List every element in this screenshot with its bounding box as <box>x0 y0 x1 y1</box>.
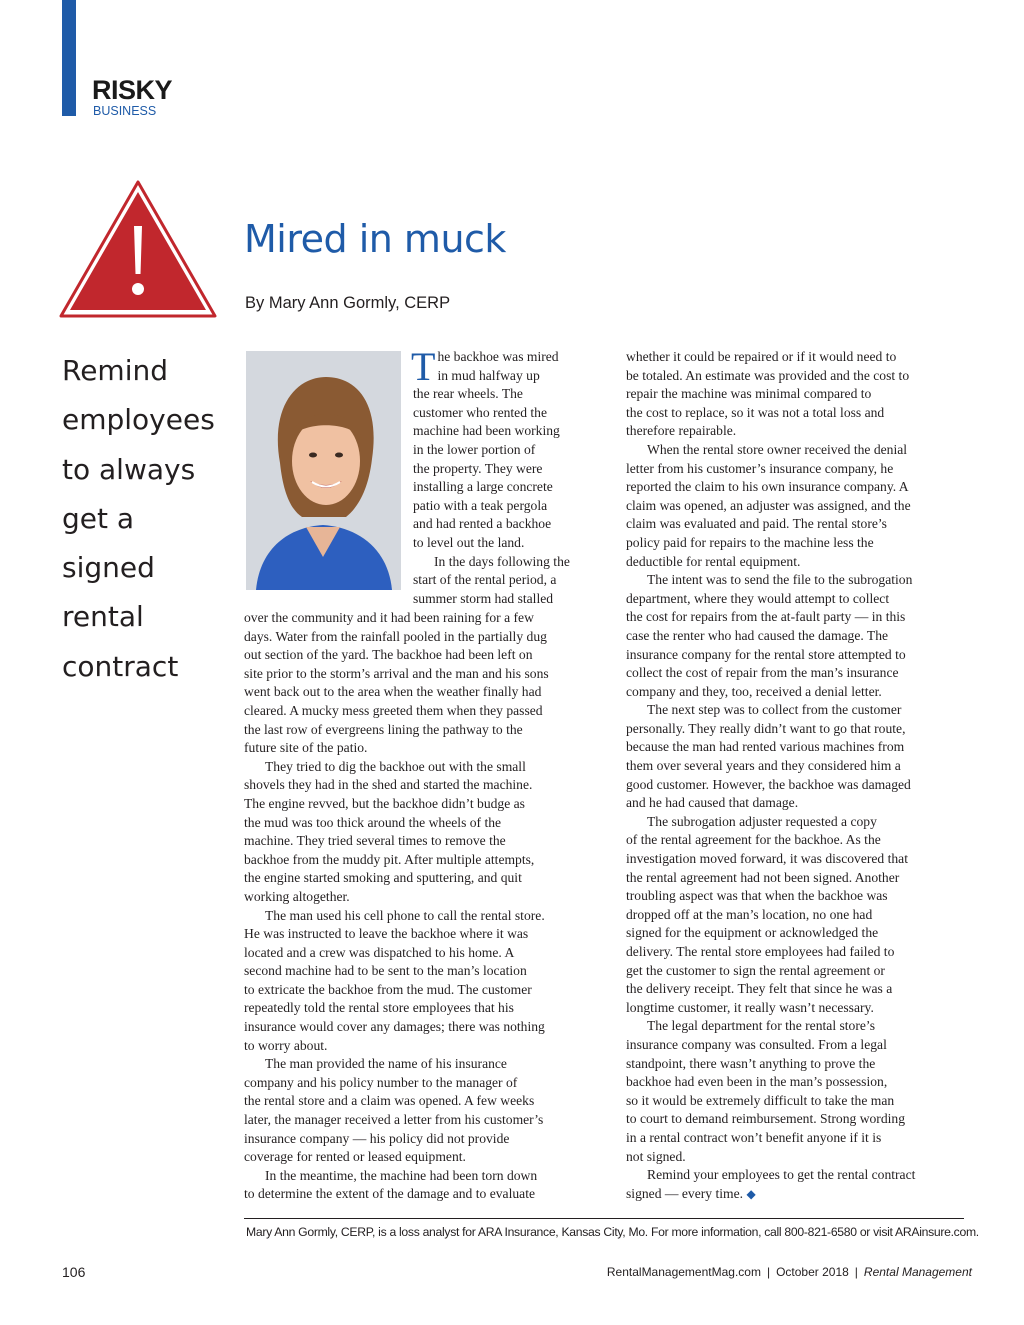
text-line: personally. They really didn’t want to go that route, <box>626 720 906 736</box>
text-line: insurance company was consulted. From a legal <box>626 1036 887 1052</box>
pull-quote-line: Remind <box>62 354 168 387</box>
pull-quote-line: signed <box>62 551 155 585</box>
text-line: over the community and it had been raining for a few <box>244 610 534 625</box>
website-link[interactable]: RentalManagementMag.com <box>606 1265 761 1279</box>
text-line: and he had caused that damage. <box>626 795 799 811</box>
text-line: He was instructed to leave the backhoe where it was <box>244 926 529 942</box>
pull-quote-line: get a <box>62 501 135 535</box>
pull-quote-line: employees <box>62 403 215 437</box>
section-color-bar <box>62 0 76 116</box>
text-line: to worry about. <box>244 1037 328 1053</box>
text-line: the rear wheels. The <box>413 386 523 402</box>
text-line: The next step was to collect from the customer <box>647 702 902 718</box>
text-line: longtime customer, it really wasn’t necessary. <box>626 999 874 1015</box>
text-line: the property. They were <box>413 460 543 476</box>
text-line: to extricate the backhoe from the mud. The customer <box>244 981 532 997</box>
warning-triangle-icon <box>58 178 218 320</box>
pull-quote-line: to always <box>62 452 196 486</box>
text-line: In the meantime, the machine had been torn down <box>265 1167 538 1183</box>
text-line: Remind your employees to get the rental contract <box>647 1167 916 1183</box>
text-line: the cost to replace, so it was not a total loss and <box>626 404 885 420</box>
text-line: to level out the land. <box>413 534 525 550</box>
text-line: signed — every time. ◆ <box>626 1185 756 1201</box>
text-line: shovels they had in the shed and started the machine. <box>244 777 533 793</box>
text-line: second machine had to be sent to the man’s location <box>244 963 527 979</box>
text-line: summer storm had stalled <box>413 590 554 606</box>
page-number: 106 <box>62 1264 86 1280</box>
text-line: to determine the extent of the damage and to evaluate <box>244 1186 536 1202</box>
text-line: coverage for rented or leased equipment. <box>244 1149 466 1165</box>
pull-quote <box>62 346 232 691</box>
article-title: Mired in muck <box>244 217 506 261</box>
text-line: not signed. <box>626 1148 686 1164</box>
text-line: installing a large concrete <box>413 479 553 495</box>
text-line: case the renter who had caused the damage. The <box>626 627 889 643</box>
text-line: to court to demand reimbursement. Strong wording <box>626 1111 905 1127</box>
text-line: in mud halfway up <box>437 367 540 383</box>
text-line: company and they, too, received a denial letter. <box>626 683 882 699</box>
text-line: site prior to the storm’s arrival and the man and his sons <box>244 665 549 681</box>
author-bio: Mary Ann Gormly, CERP, is a loss analyst for ARA Insurance, Kansas City, Mo. For more information, call 800-821-6580 or visit ARAinsure.com. <box>246 1225 979 1239</box>
text-line: backhoe had even been in the man’s possession, <box>626 1074 888 1090</box>
text-line: insurance would cover any damages; there was nothing <box>244 1019 545 1035</box>
author-photo <box>246 351 401 590</box>
text-line: repeatedly told the rental store employees that his <box>244 1000 514 1016</box>
text-line: out section of the yard. The backhoe had been left on <box>244 647 533 663</box>
text-line: machine had been working <box>413 423 560 439</box>
text-line: They tried to dig the backhoe out with the small <box>265 758 526 774</box>
article-byline: By Mary Ann Gormly, CERP <box>245 294 451 312</box>
text-line: The intent was to send the file to the subrogation <box>647 572 913 588</box>
text-line: went back out to the area when the weather finally had <box>244 684 542 700</box>
text-line: The engine revved, but the backhoe didn’t budge as <box>244 795 525 811</box>
text-line: because the man had rented various machines from <box>626 739 905 755</box>
text-line: be totaled. An estimate was provided and the cost to <box>626 367 910 383</box>
text-line: the cost for repairs from the at-fault party — in this <box>626 609 906 625</box>
end-mark-icon: ◆ <box>746 1186 756 1201</box>
text-line: therefore repairable. <box>626 423 737 439</box>
text-line: signed for the equipment or acknowledged the <box>626 925 879 941</box>
text-line: the last row of evergreens lining the pathway to the <box>244 721 523 737</box>
text-line: reported the claim to his own insurance company. A <box>626 479 909 495</box>
text-line: claim was opened, an adjuster was assigned, and the <box>626 497 911 513</box>
text-line: dropped off at the man’s location, no one had <box>626 906 873 922</box>
text-line: good customer. However, the backhoe was damaged <box>626 776 911 792</box>
text-line: The man used his cell phone to call the rental store. <box>265 907 545 923</box>
text-line: the rental agreement had not been signed. Another <box>626 869 900 885</box>
text-line: the engine started smoking and sputtering, and quit <box>244 870 522 886</box>
magazine-name: Rental Management <box>863 1265 972 1279</box>
text-line: cleared. A mucky mess greeted them when they passed <box>244 702 543 718</box>
text-line: The legal department for the rental store’s <box>647 1018 875 1034</box>
text-line: the rental store and a claim was opened. A few weeks <box>244 1093 535 1109</box>
text-line: In the days following the <box>434 553 570 569</box>
text-line: The man provided the name of his insurance <box>265 1056 507 1072</box>
text-line: backhoe from the muddy pit. After multiple attempts, <box>244 851 535 867</box>
article-column-2 <box>626 348 915 1203</box>
text-line: policy paid for repairs to the machine less the <box>626 534 874 550</box>
text-line: and had rented a backhoe <box>413 516 552 532</box>
pull-quote-line: rental <box>62 600 144 634</box>
text-line: in a rental contract won’t benefit anyone if it is <box>626 1129 882 1145</box>
footer-divider <box>244 1218 964 1219</box>
text-line: collect the cost of repair from the man’s insurance <box>626 665 899 681</box>
text-line: future site of the patio. <box>244 740 368 756</box>
section-subtitle: BUSINESS <box>93 104 157 118</box>
separator: | <box>854 1265 858 1279</box>
drop-cap: T <box>411 344 436 389</box>
text-line: When the rental store owner received the denial <box>647 441 908 457</box>
text-line: insurance company for the rental store attempted to <box>626 646 906 662</box>
text-line: standpoint, there wasn’t anything to prove the <box>626 1055 876 1071</box>
text-line: claim was evaluated and paid. The rental store’s <box>626 516 887 532</box>
text-line: machine. They tried several times to remove the <box>244 833 506 849</box>
text-line: insurance company — his policy did not provide <box>244 1130 510 1146</box>
text-line: whether it could be repaired or if it would need to <box>626 349 897 364</box>
running-footer <box>607 1264 972 1280</box>
text-line: so it would be extremely difficult to take the man <box>626 1092 895 1108</box>
text-line: located and a crew was dispatched to his home. A <box>244 944 515 960</box>
text-line: department, where they would attempt to collect <box>626 590 890 606</box>
text-line: of the rental agreement for the backhoe. As the <box>626 832 881 848</box>
pull-quote-line: contract <box>62 649 179 683</box>
text-line: later, the manager received a letter from his customer’s <box>244 1112 544 1128</box>
article-column-1-top <box>411 344 570 608</box>
text-line: delivery. The rental store employees had failed to <box>626 944 895 959</box>
separator: | <box>766 1265 771 1279</box>
text-line: he backhoe was mired <box>437 349 559 364</box>
text-line: company and his policy number to the manager of <box>244 1074 518 1090</box>
text-line: patio with a teak pergola <box>413 497 548 513</box>
text-line: start of the rental period, a <box>413 572 557 588</box>
text-line: investigation moved forward, it was discovered that <box>626 851 908 867</box>
text-line: repair the machine was minimal compared to <box>626 386 872 402</box>
article-column-1-main <box>244 609 549 1204</box>
text-line: letter from his customer’s insurance company, he <box>626 460 894 476</box>
text-line: deductible for rental equipment. <box>626 553 801 569</box>
issue-date: October 2018 <box>776 1265 849 1279</box>
text-line: The subrogation adjuster requested a copy <box>647 813 877 829</box>
text-line: customer who rented the <box>413 404 548 420</box>
text-line: troubling aspect was that when the backhoe was <box>626 888 888 904</box>
text-line: in the lower portion of <box>413 441 536 457</box>
text-line: the delivery receipt. They felt that since he was a <box>626 981 893 997</box>
text-line: days. Water from the rainfall pooled in the partially dug <box>244 628 547 644</box>
section-title: RISKY <box>92 75 173 105</box>
text-line: get the customer to sign the rental agreement or <box>626 962 885 978</box>
text-line: the mud was too thick around the wheels of the <box>244 814 502 830</box>
text-line: them over several years and they considered him a <box>626 758 901 774</box>
text-line: working altogether. <box>244 888 350 904</box>
